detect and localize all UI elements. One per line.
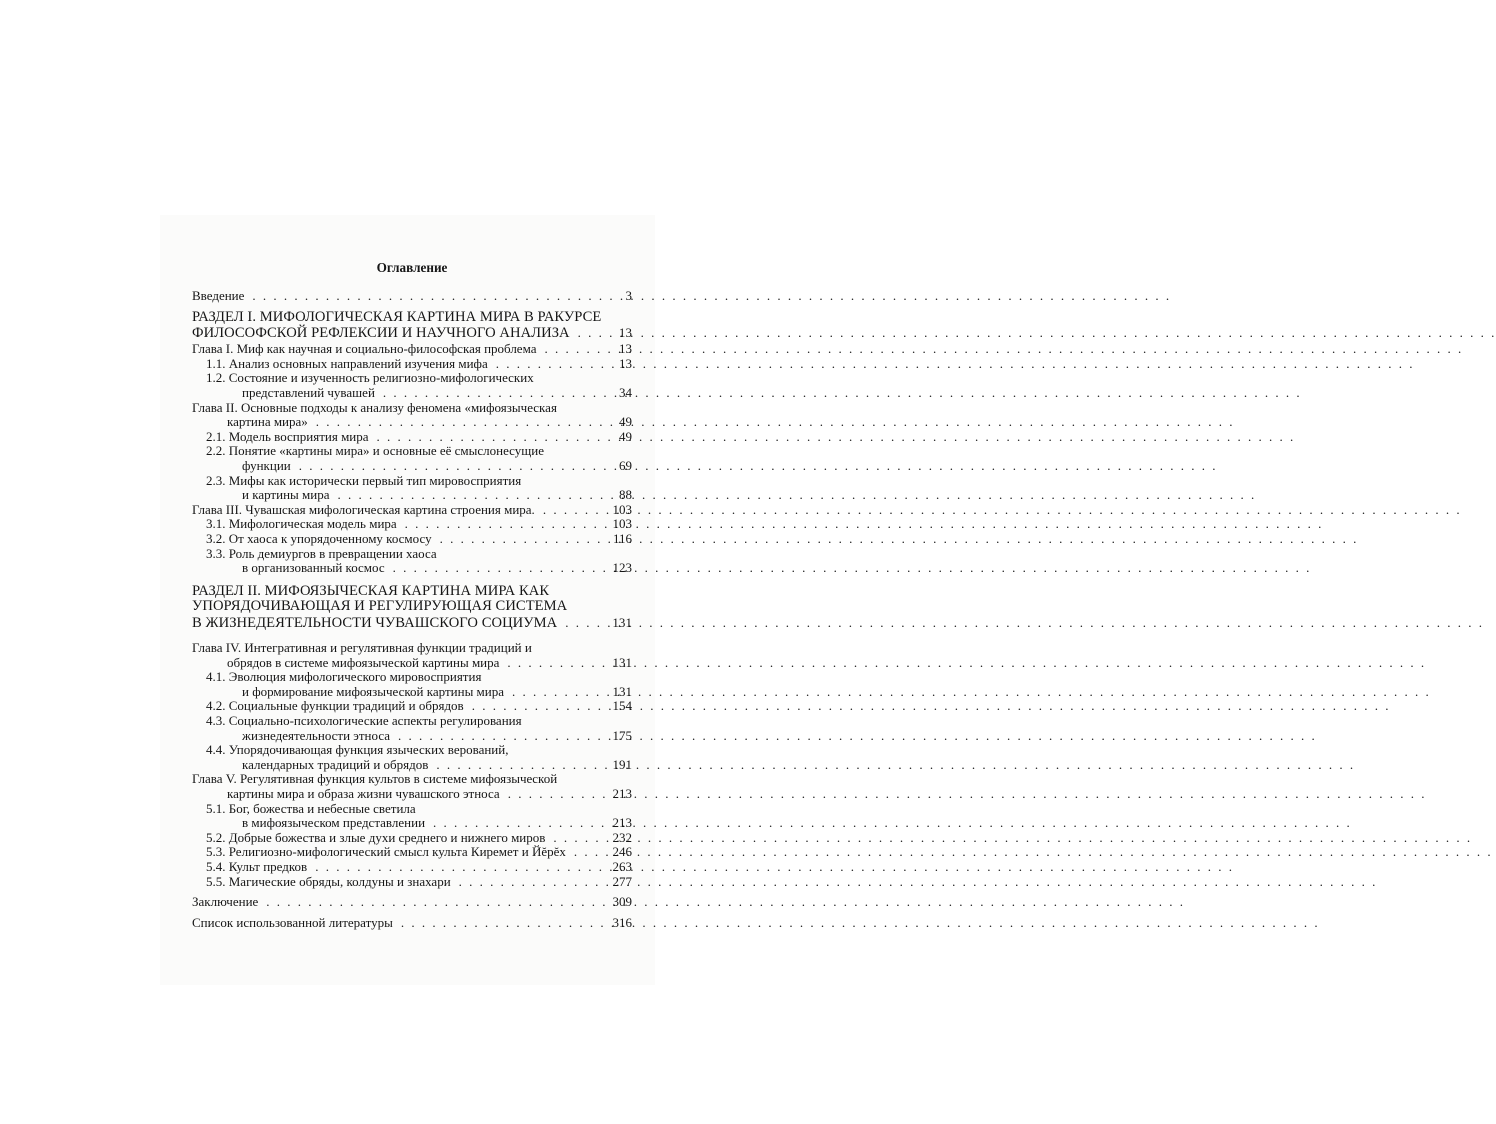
entry-text: 5.3. Религиозно-мифологический смысл культа Киремет и Йĕрĕх <box>206 844 566 860</box>
table-of-contents <box>192 258 632 930</box>
dot-leader <box>405 517 604 532</box>
entry-text-line: жизнедеятельности этноса <box>242 727 391 743</box>
entry-text-line: УПОРЯДОЧИВАЮЩАЯ И РЕГУЛИРУЮЩАЯ СИСТЕМА <box>192 598 568 615</box>
entry-text: Глава III. Чувашская мифологическая картина строения мира. <box>192 501 535 517</box>
entry-text-line: картины мира и образа жизни чувашского этноса <box>227 786 500 802</box>
dot-leader <box>299 459 604 474</box>
entry-text: 4.2. Социальные функции традиций и обрядов <box>206 698 464 714</box>
entry-text-line: представлений чувашей <box>242 384 375 400</box>
entry-page: 13 <box>619 355 632 371</box>
entry-page: 88 <box>619 487 632 503</box>
entry-text-line: 2.3. Мифы как исторически первый тип мировосприятия <box>206 472 522 488</box>
toc-entry-5-1 <box>192 802 632 831</box>
dot-leader <box>252 289 604 304</box>
entry-text-line: и формирование мифоязыческой картины мира <box>242 683 505 699</box>
entry-text-line: 4.4. Упорядочивающая функция языческих верований, <box>206 742 509 758</box>
entry-page: 116 <box>612 530 632 546</box>
toc-entry-chapter-2 <box>192 401 632 430</box>
toc-entry-section-1 <box>192 310 632 343</box>
toc-entry-5-3 <box>192 845 632 860</box>
dot-leader <box>337 488 604 503</box>
entry-page: 3 <box>625 288 632 303</box>
entry-text: 5.5. Магические обряды, колдуны и знахари <box>206 873 451 889</box>
dot-leader <box>398 729 604 744</box>
entry-page: 213 <box>612 786 632 802</box>
entry-page: 175 <box>612 727 632 743</box>
entry-text-line: в мифоязыческом представлении <box>242 815 426 831</box>
entry-page: 316 <box>612 914 632 930</box>
dot-leader <box>508 787 604 802</box>
dot-leader <box>553 831 604 846</box>
entry-text-line: 2.2. Понятие «картины мира» и основные её смыслонесущие <box>206 443 545 459</box>
entry-text-line: РАЗДЕЛ II. МИФОЯЗЫЧЕСКАЯ КАРТИНА МИРА КАК <box>192 582 550 599</box>
dot-leader <box>574 845 604 860</box>
entry-page: 246 <box>612 844 632 860</box>
entry-page: 154 <box>612 698 632 714</box>
entry-text-line: 4.3. Социально-психологические аспекты регулирования <box>206 713 522 729</box>
toc-entry-chapter-1 <box>192 342 632 357</box>
toc-entry-2-3 <box>192 474 632 503</box>
entry-page: 131 <box>612 654 632 670</box>
entry-text-line: РАЗДЕЛ I. МИФОЛОГИЧЕСКАЯ КАРТИНА МИРА В РАКУРСЕ <box>192 308 602 325</box>
toc-entry-5-5 <box>192 875 632 890</box>
entry-page: 13 <box>618 325 632 341</box>
toc-entry-4-2 <box>192 699 632 714</box>
entry-text-line: В ЖИЗНЕДЕЯТЕЛЬНОСТИ ЧУВАШСКОГО СОЦИУМА <box>192 615 558 632</box>
dot-leader <box>393 561 604 576</box>
entry-page: 49 <box>619 428 632 444</box>
entry-text-line: 4.1. Эволюция мифологического мировосприятия <box>206 669 482 685</box>
entry-page: 277 <box>612 873 632 889</box>
entry-text: 2.1. Модель восприятия мира <box>206 428 369 444</box>
dot-leader <box>472 699 604 714</box>
entry-page: 49 <box>619 414 632 430</box>
toc-entry-3-3 <box>192 547 632 576</box>
entry-page: 131 <box>612 683 632 699</box>
entry-text-line: картина мира» <box>227 414 308 430</box>
toc-entry-3-2 <box>192 532 632 547</box>
entry-page: 263 <box>612 858 632 874</box>
toc-entry-chapter-4 <box>192 641 632 670</box>
dot-leader <box>578 325 604 341</box>
toc-entry-conclusion <box>192 895 632 910</box>
entry-text: 5.4. Культ предков <box>206 858 308 874</box>
entry-text-line: 5.1. Бог, божества и небесные светила <box>206 800 416 816</box>
toc-entry-1-2 <box>192 371 632 400</box>
toc-entry-4-1 <box>192 670 632 699</box>
dot-leader <box>266 895 604 910</box>
dot-leader <box>377 430 604 445</box>
entry-text: Глава I. Миф как научная и социально-философская проблема <box>192 341 537 357</box>
toc-entry-2-2 <box>192 444 632 473</box>
entry-page: 309 <box>612 894 632 910</box>
entry-text-line: в организованный космос <box>242 560 385 576</box>
dot-leader <box>433 816 604 831</box>
entry-text: Список использованной литературы <box>192 914 393 930</box>
entry-text: 3.2. От хаоса к упорядоченному космосу <box>206 530 432 546</box>
entry-text-line: 3.3. Роль демиургов в превращении хаоса <box>206 545 437 561</box>
toc-entry-1-1 <box>192 357 632 372</box>
entry-text-line: Глава II. Основные подходы к анализу феномена «мифоязыческая <box>192 399 557 415</box>
entry-page: 103 <box>612 501 632 517</box>
entry-page: 123 <box>612 560 632 576</box>
dot-leader <box>459 875 604 890</box>
toc-entry-3-1 <box>192 517 632 532</box>
toc-entry-chapter-3 <box>192 503 632 518</box>
toc-entry-chapter-5 <box>192 772 632 801</box>
dot-leader <box>315 860 604 875</box>
entry-page: 131 <box>612 615 632 631</box>
entry-text: Введение <box>192 288 245 303</box>
entry-page: 232 <box>612 829 632 845</box>
toc-title: Оглавление <box>376 260 448 275</box>
dot-leader <box>512 685 604 700</box>
toc-entry-2-1 <box>192 430 632 445</box>
toc-entry-4-4 <box>192 743 632 772</box>
entry-text-line: 1.2. Состояние и изученность религиозно-мифологических <box>206 370 534 386</box>
entry-page: 69 <box>619 457 632 473</box>
entry-page: 191 <box>612 756 632 772</box>
entry-text-line: обрядов в системе мифоязыческой картины мира <box>227 654 500 670</box>
toc-entry-bibliography <box>192 916 632 931</box>
entry-text-line: и картины мира <box>242 487 330 503</box>
toc-entry-5-2 <box>192 831 632 846</box>
entry-text-line: функции <box>242 457 291 473</box>
entry-text-line: Глава IV. Интегративная и регулятивная функции традиций и <box>192 640 532 656</box>
entry-text: 1.1. Анализ основных направлений изучения мифа <box>206 355 488 371</box>
dot-leader <box>440 532 604 547</box>
dot-leader <box>316 415 604 430</box>
entry-text: 5.2. Добрые божества и злые духи среднего и нижнего миров <box>206 829 546 845</box>
dot-leader <box>496 357 604 372</box>
entry-page: 213 <box>612 815 632 831</box>
entry-text: Заключение <box>192 894 259 910</box>
dot-leader <box>401 916 604 931</box>
entry-page: 34 <box>619 384 632 400</box>
dot-leader <box>565 615 604 631</box>
entry-page: 103 <box>612 516 632 532</box>
dot-leader <box>543 503 604 518</box>
dot-leader <box>544 342 604 357</box>
toc-entry-intro <box>192 289 632 304</box>
toc-entry-5-4 <box>192 860 632 875</box>
entry-page: 13 <box>619 341 632 357</box>
entry-text-line: ФИЛОСОФСКОЙ РЕФЛЕКСИИ И НАУЧНОГО АНАЛИЗА <box>192 325 570 342</box>
entry-text: 3.1. Мифологическая модель мира <box>206 516 397 532</box>
entry-text-line: календарных традиций и обрядов <box>242 756 429 772</box>
dot-leader <box>507 656 604 671</box>
toc-entry-4-3 <box>192 714 632 743</box>
dot-leader <box>436 758 604 773</box>
toc-entry-section-2 <box>192 584 632 632</box>
entry-text-line: Глава V. Регулятивная функция культов в системе мифоязычеcкой <box>192 771 558 787</box>
dot-leader <box>383 386 604 401</box>
